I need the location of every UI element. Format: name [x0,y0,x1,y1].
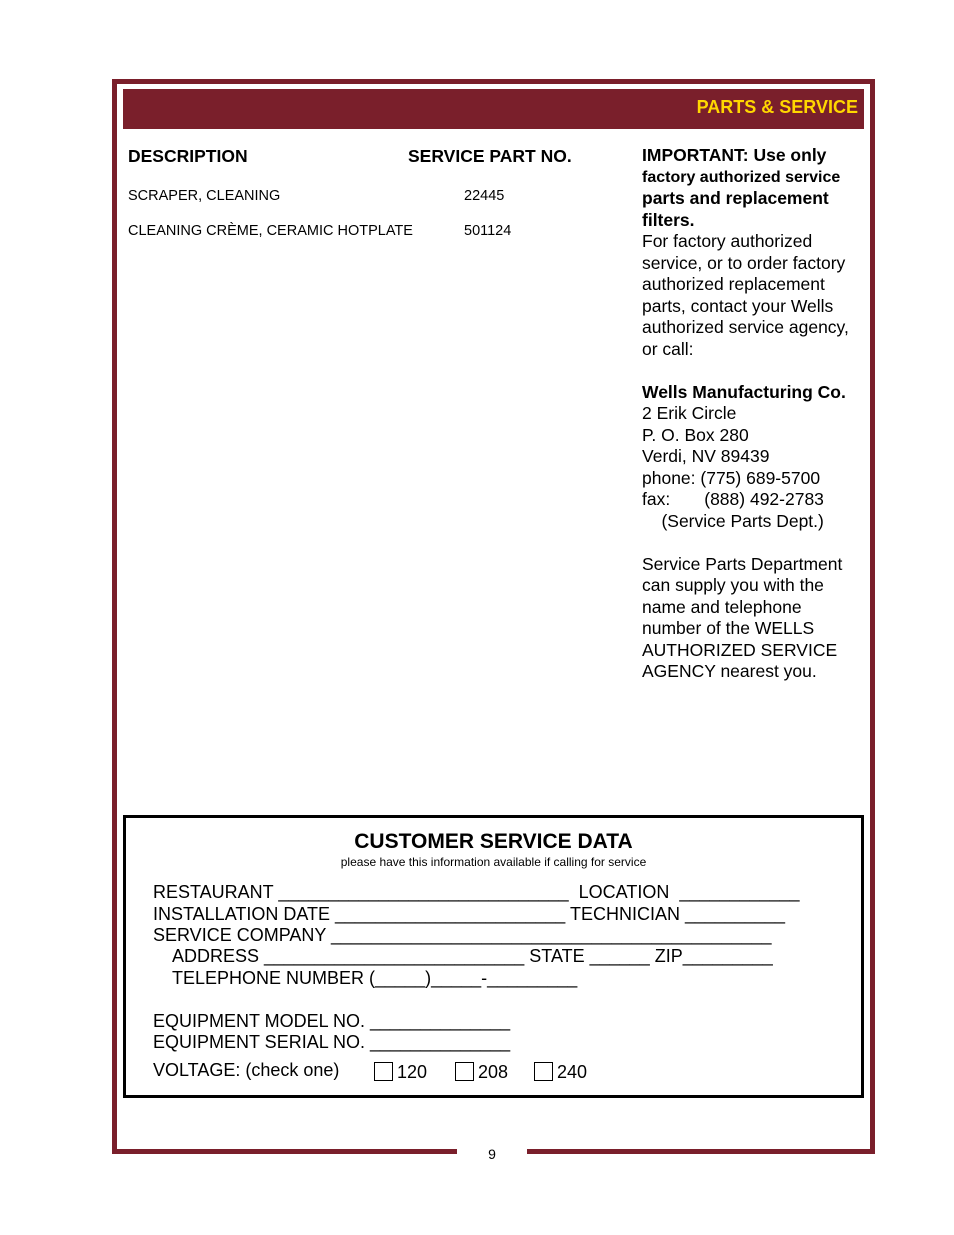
service-company-field[interactable]: SERVICE COMPANY ____________________________________________ [153,925,772,945]
csd-title: CUSTOMER SERVICE DATA [354,830,633,853]
sidebar-text-line: Service Parts Department [642,553,843,574]
voltage-option-208[interactable] [455,1062,508,1083]
address-line: 2 Erik Circle [642,403,737,423]
csd-subtitle: please have this information available if calling for service [340,855,647,869]
part-row-number: 22445 [464,188,505,204]
sidebar-text-line: For factory authorized [642,231,813,251]
installation-date-field[interactable]: INSTALLATION DATE _______________________ TECHNICIAN __________ [153,904,786,924]
voltage-option-120[interactable] [374,1062,427,1083]
sidebar-text-line: or call: [642,338,694,359]
page-number: 9 [488,1146,496,1162]
customer-service-data-box [123,815,864,1098]
address-line: P. O. Box 280 [642,424,749,445]
important-note: parts and replacement [642,188,829,208]
address-field[interactable]: ADDRESS __________________________ STATE ______ ZIP_________ [172,946,773,966]
voltage-label: VOLTAGE: (check one) [153,1060,340,1080]
section-header [123,89,864,129]
section-title: PARTS & SERVICE [696,97,858,117]
voltage-value: 240 [557,1062,588,1082]
voltage-checkbox[interactable] [534,1062,553,1081]
sidebar-text-line: number of the WELLS [642,618,815,638]
sidebar-text-line: AUTHORIZED SERVICE [642,639,838,660]
model-number-field[interactable]: EQUIPMENT MODEL NO. ______________ [153,1011,511,1031]
restaurant-field[interactable]: RESTAURANT _____________________________ LOCATION ____________ [153,882,800,902]
part-row-number: 501124 [464,223,512,239]
part-row-description: SCRAPER, CLEANING [128,188,281,204]
address-line: (Service Parts Dept.) [642,510,824,531]
phone-line: phone: (775) 689-5700 [642,467,821,488]
part-row-description: CLEANING CRÈME, CERAMIC HOTPLATE [128,223,413,239]
important-note: factory authorized service [642,168,841,186]
sidebar-text-line: can supply you with the [642,575,824,595]
address-line: Verdi, NV 89439 [642,446,770,466]
voltage-checkbox[interactable] [374,1062,393,1081]
sidebar-text-line: parts, contact your Wells [642,295,834,316]
telephone-field[interactable]: TELEPHONE NUMBER (_____)_____-_________ [172,968,578,988]
col-part-no-header: SERVICE PART NO. [408,146,572,166]
sidebar-text-line: authorized service agency, [642,317,849,337]
voltage-option-240[interactable] [534,1062,587,1083]
company-name: Wells Manufacturing Co. [642,381,846,402]
col-description-header: DESCRIPTION [128,146,248,166]
sidebar-text-line: authorized replacement [642,274,825,294]
voltage-checkbox[interactable] [455,1062,474,1081]
sidebar-text-line: AGENCY nearest you. [642,661,817,681]
voltage-value: 208 [478,1062,509,1082]
fax-line: fax: (888) 492-2783 [642,489,824,509]
sidebar-text-line: service, or to order factory [642,252,846,273]
serial-number-field[interactable]: EQUIPMENT SERIAL NO. ______________ [153,1032,511,1052]
important-note: filters. [642,209,695,230]
important-note: IMPORTANT: Use only [642,145,827,165]
sidebar-text-line: name and telephone [642,596,802,617]
service-sidebar [642,145,867,683]
voltage-value: 120 [397,1062,428,1082]
